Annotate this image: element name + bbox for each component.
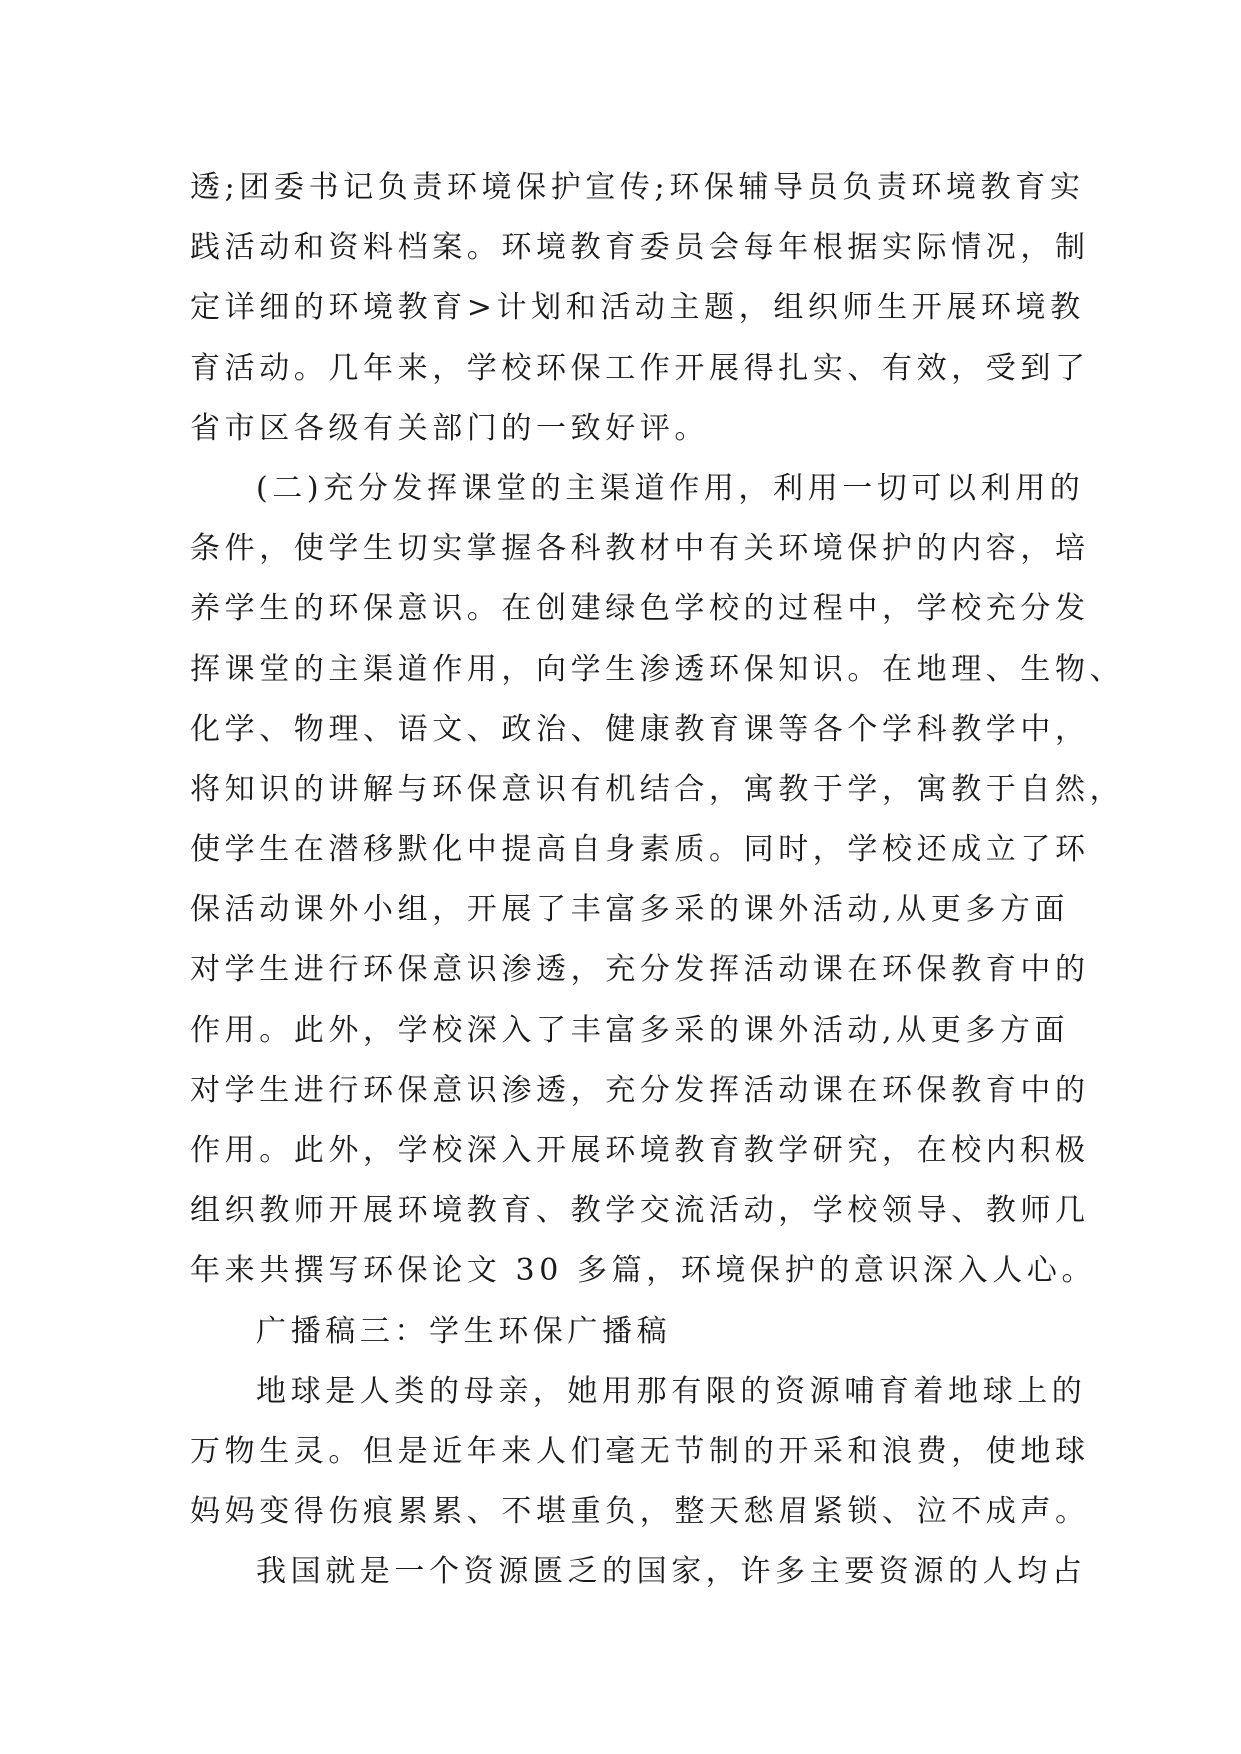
text-line: 定详细的环境教育>计划和活动主题，组织师生开展环境教 (190, 290, 1085, 326)
text-line: 使学生在潜移默化中提高自身素质。同时，学校还成立了环 (190, 832, 1090, 868)
text-line: 养学生的环保意识。在创建绿色学校的过程中，学校充分发 (190, 591, 1090, 627)
paragraph-start-line: 我国就是一个资源匮乏的国家，许多主要资源的人均占 (256, 1554, 1087, 1590)
document-body (190, 158, 1125, 1603)
text-line: 年来共撰写环保论文 30 多篇，环境保护的意识深入人心。 (190, 1253, 1097, 1289)
text-line: 条件，使学生切实掌握各科教材中有关环境保护的内容，培 (190, 531, 1090, 567)
text-line: 保活动课外小组，开展了丰富多采的课外活动,从更多方面 (190, 892, 1070, 928)
text-line: 育活动。几年来，学校环保工作开展得扎实、有效，受到了 (190, 350, 1090, 386)
paragraph-start-line: (二)充分发挥课堂的主渠道作用，利用一切可以利用的 (256, 470, 1085, 506)
text-line: 作用。此外，学校深入了丰富多采的课外活动,从更多方面 (190, 1012, 1070, 1048)
text-line: 作用。此外，学校深入开展环境教育教学研究，在校内积极 (190, 1133, 1090, 1168)
text-line: 妈妈变得伤痕累累、不堪重负，整天愁眉紧锁、泣不成声。 (190, 1494, 1090, 1530)
text-line: 组织教师开展环境教育、教学交流活动，学校领导、教师几 (190, 1193, 1090, 1229)
text-line: 省市区各级有关部门的一致好评。 (190, 410, 709, 446)
text-line: 将知识的讲解与环保意识有机结合，寓教于学，寓教于自然， (190, 771, 1125, 807)
text-line: 践活动和资料档案。环境教育委员会每年根据实际情况，制 (190, 230, 1090, 266)
text-line: 透;团委书记负责环境保护宣传;环保辅导员负责环境教育实 (190, 170, 1085, 205)
text-line: 万物生灵。但是近年来人们毫无节制的开采和浪费，使地球 (190, 1433, 1090, 1469)
paragraph-start-line: 地球是人类的母亲，她用那有限的资源哺育着地球上的 (256, 1373, 1087, 1409)
text-line: 化学、物理、语文、政治、健康教育课等各个学科教学中， (190, 711, 1090, 747)
text-line: 对学生进行环保意识渗透，充分发挥活动课在环保教育中的 (190, 952, 1090, 988)
section-heading: 广播稿三：学生环保广播稿 (256, 1313, 672, 1349)
text-line: 对学生进行环保意识渗透，充分发挥活动课在环保教育中的 (190, 1072, 1090, 1108)
text-line: 挥课堂的主渠道作用，向学生渗透环保知识。在地理、生物、 (190, 651, 1125, 687)
